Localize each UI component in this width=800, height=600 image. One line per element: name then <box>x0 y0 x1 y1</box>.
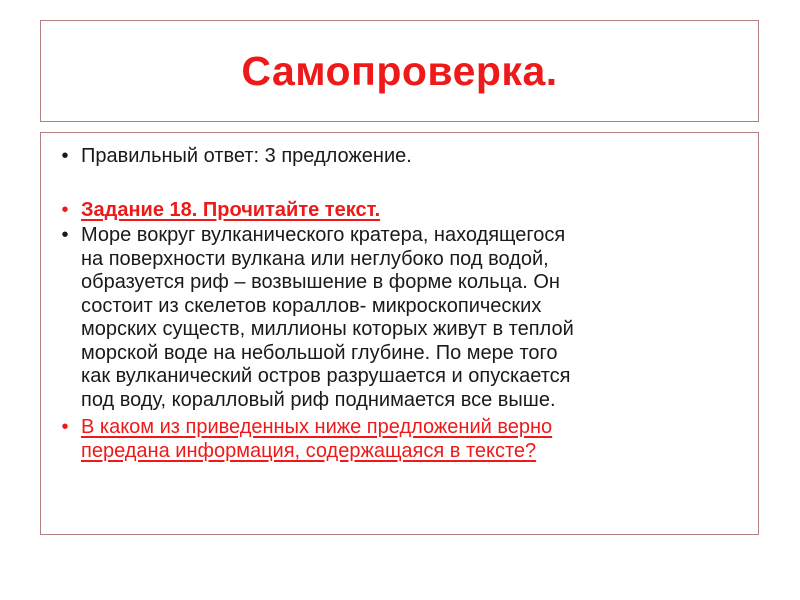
answer-item <box>57 145 734 169</box>
paragraph-line: морских существ, миллионы которых живут в теплой <box>81 318 574 340</box>
paragraph-line: морской воде на небольшой глубине. По мере того <box>81 341 558 364</box>
slide-title: Самопроверка. <box>241 47 558 94</box>
question-item <box>57 416 734 463</box>
task-label: Задание 18. Прочитайте текст. <box>81 198 381 221</box>
task-item <box>57 199 734 223</box>
paragraph-line: как вулканический остров разрушается и опускается <box>81 365 571 387</box>
answer-text: Правильный ответ: 3 предложение. <box>81 145 412 167</box>
question-line: передана информация, содержащаяся в тексте? <box>81 439 537 462</box>
spacer <box>57 169 734 199</box>
paragraph-line: образуется риф – возвышение в форме кольца. Он <box>81 271 560 293</box>
paragraph-item <box>57 224 734 412</box>
paragraph-line: Море вокруг вулканического кратера, находящегося <box>81 224 566 246</box>
paragraph-line: на поверхности вулкана или неглубоко под водой, <box>81 247 549 270</box>
bullet-icon: • <box>61 145 69 167</box>
bullet-icon: • <box>61 416 69 438</box>
paragraph-line: под воду, коралловый риф поднимается все выше. <box>81 388 556 411</box>
bullet-icon: • <box>61 224 69 246</box>
title-box <box>40 20 759 122</box>
paragraph-line: состоит из скелетов кораллов- микроскопических <box>81 294 542 317</box>
bullet-icon: • <box>61 198 69 221</box>
bullet-list <box>57 145 734 463</box>
question-line: В каком из приведенных ниже предложений верно <box>81 416 553 438</box>
content-box <box>40 132 759 535</box>
